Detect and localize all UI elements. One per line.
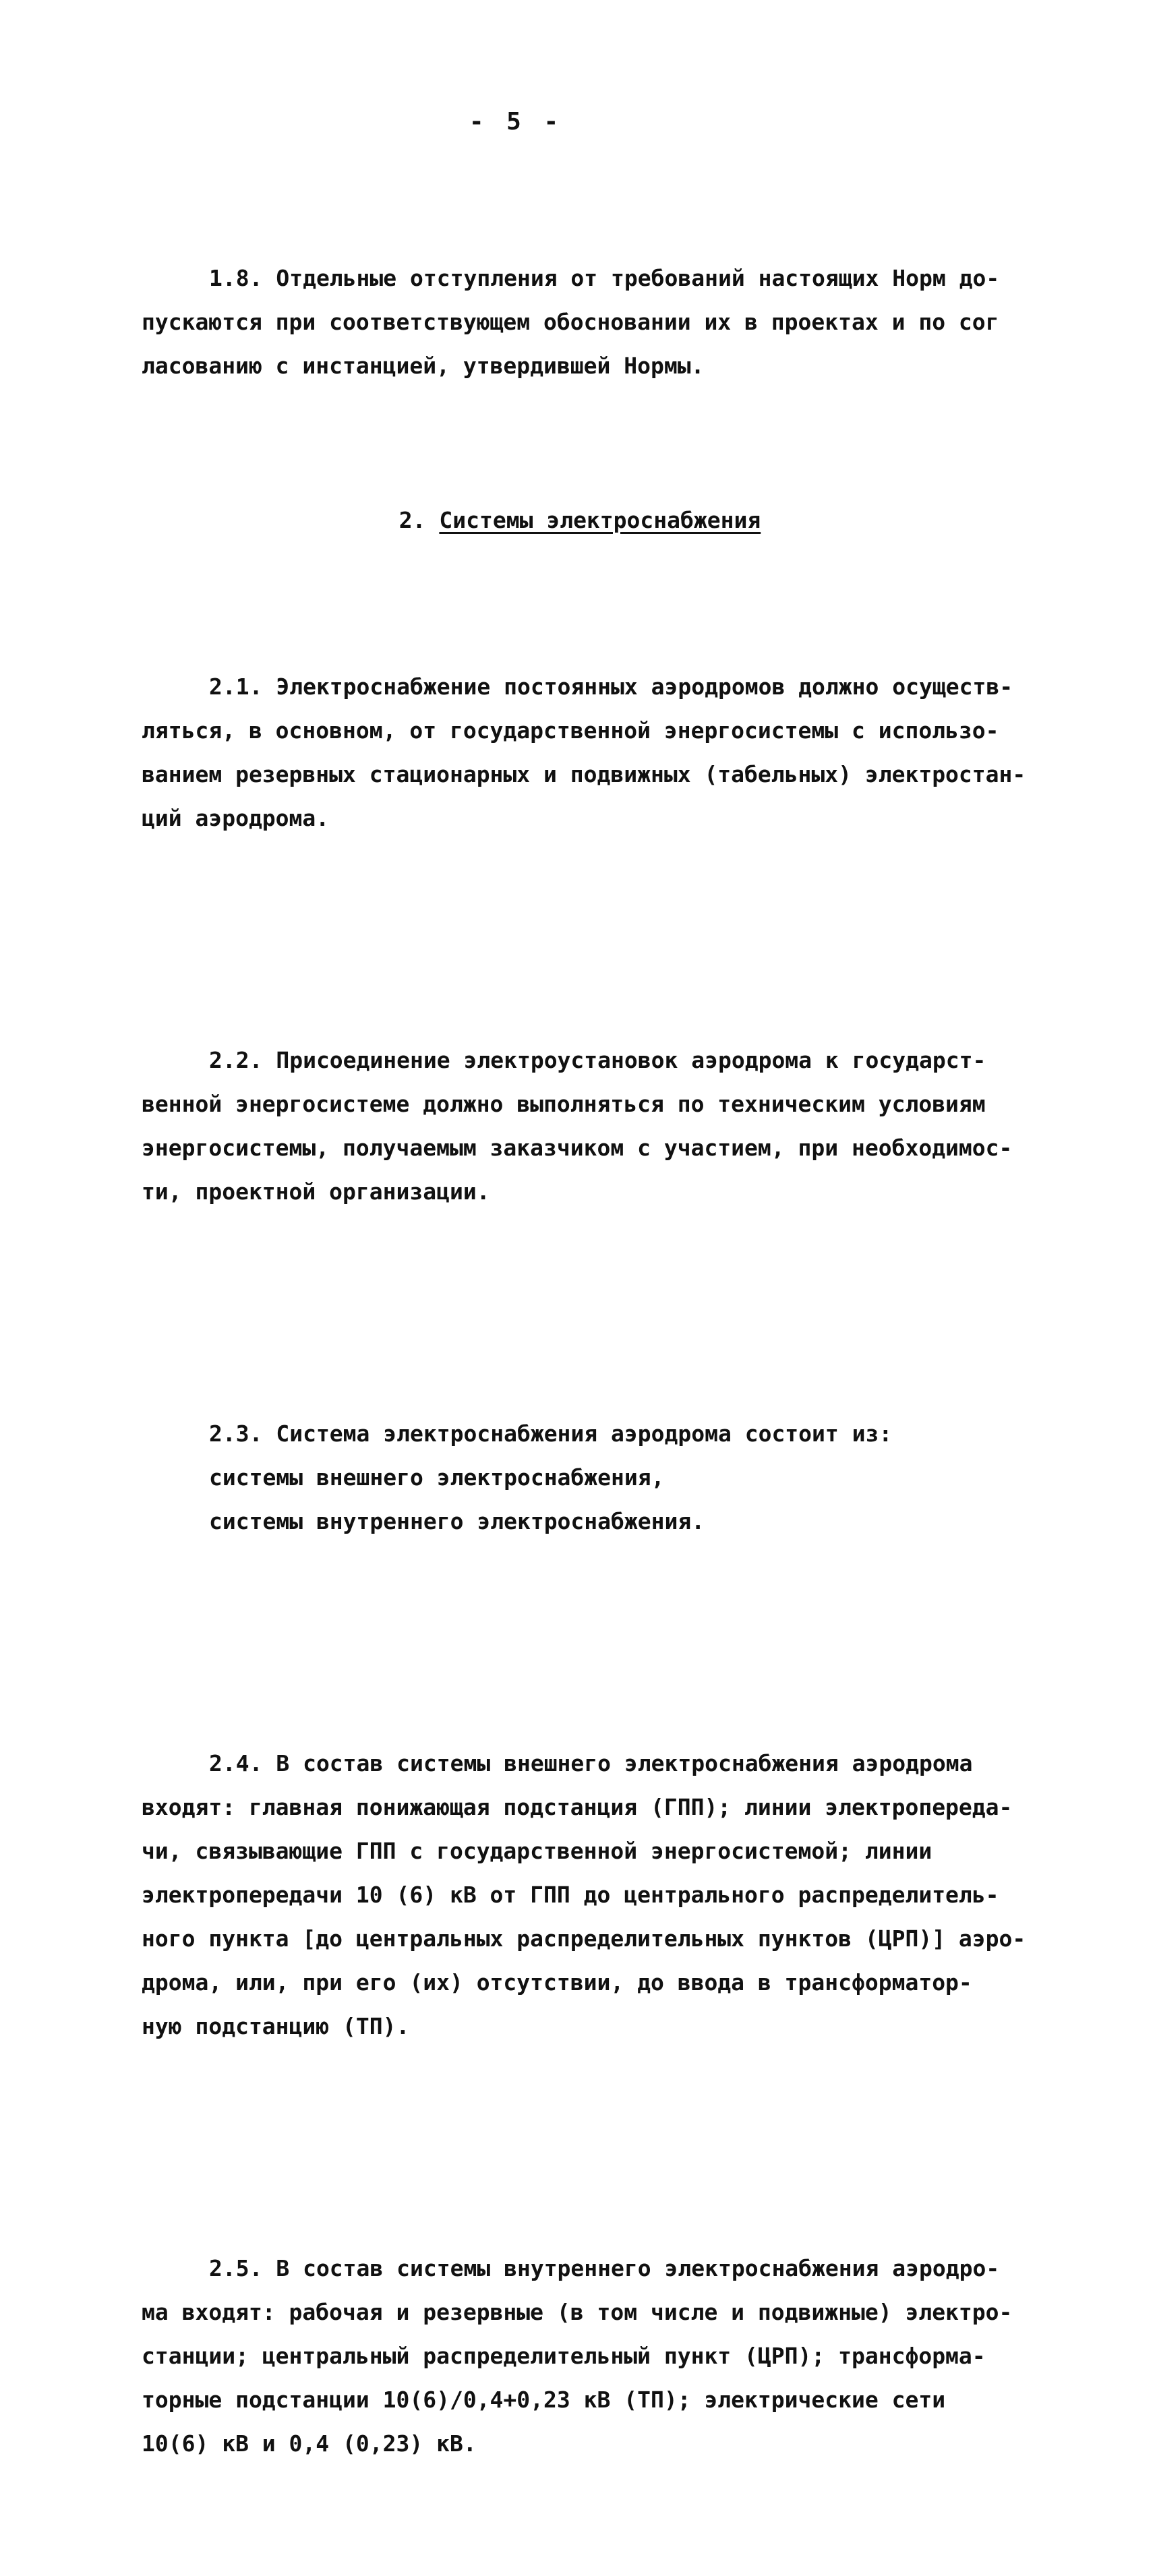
text-line: ляться, в основном, от государственной энергосистемы с использо- bbox=[142, 717, 999, 744]
list-item: системы внутреннего электроснабжения. bbox=[209, 1508, 705, 1534]
text-line: 10(6) кВ и 0,4 (0,23) кВ. bbox=[142, 2430, 477, 2457]
text-line: ций аэродрома. bbox=[142, 805, 330, 831]
page-number: - 5 - bbox=[469, 108, 563, 136]
section-number: 2. bbox=[398, 507, 426, 533]
section-title: Системы электроснабжения bbox=[439, 507, 761, 533]
text-line: чи, связывающие ГПП с государственной энергосистемой; линии bbox=[142, 1838, 932, 1864]
text-line: ного пункта [до центральных распределительных пунктов (ЦРП)] аэро- bbox=[142, 1925, 1026, 1952]
document-body bbox=[142, 169, 1026, 2576]
paragraph-2-1 bbox=[142, 577, 1026, 928]
text-line: торные подстанции 10(6)/0,4+0,23 кВ (ТП); электрические сети bbox=[142, 2387, 946, 2413]
text-line: ма входят: рабочая и резервные (в том числе и подвижные) электро- bbox=[142, 2299, 1013, 2325]
text-line: 2.4. В состав системы внешнего электроснабжения аэродрома bbox=[209, 1750, 973, 1776]
text-line: энергосистемы, получаемым заказчиком с участием, при необходимос- bbox=[142, 1135, 1013, 1161]
paragraph-2-2 bbox=[142, 951, 1018, 1301]
list-item: системы внешнего электроснабжения, bbox=[209, 1464, 665, 1491]
text-line: пускаются при соответствующем обосновании их в проектах и по сог bbox=[142, 309, 999, 335]
section-heading bbox=[142, 498, 1018, 542]
text-line: 2.2. Присоединение электроустановок аэродрома к государст- bbox=[209, 1047, 986, 1073]
paragraph-2-3 bbox=[142, 1324, 1018, 1631]
paragraph-2-5 bbox=[142, 2159, 1018, 2553]
text-line: ную подстанцию (ТП). bbox=[142, 2013, 410, 2039]
text-line: входят: главная понижающая подстанция (ГПП); линии электропереда- bbox=[142, 1794, 1013, 1820]
text-line: 1.8. Отдельные отступления от требований настоящих Норм до- bbox=[209, 265, 1000, 291]
text-line: 2.5. В состав системы внутреннего электроснабжения аэродро- bbox=[209, 2255, 1000, 2281]
text-line: ти, проектной организации. bbox=[142, 1178, 490, 1205]
text-line: венной энергосистеме должно выполняться по техническим условиям bbox=[142, 1091, 986, 1117]
text-line: ванием резервных стационарных и подвижных (табельных) электростан- bbox=[142, 761, 1026, 787]
text-line: станции; центральный распределительный пункт (ЦРП); трансформа- bbox=[142, 2343, 986, 2369]
paragraph-1-8 bbox=[142, 169, 1018, 475]
text-line: электропередачи 10 (6) кВ от ГПП до центрального распределитель- bbox=[142, 1882, 999, 1908]
text-line: 2.3. Система электроснабжения аэродрома состоит из: bbox=[209, 1420, 893, 1447]
text-line: 2.1. Электроснабжение постоянных аэродромов должно осуществ- bbox=[209, 673, 1013, 700]
paragraph-2-4 bbox=[142, 1654, 1026, 2136]
text-line: ласованию с инстанцией, утвердившей Нормы. bbox=[142, 353, 705, 379]
text-line: дрома, или, при его (их) отсутствии, до ввода в трансформатор- bbox=[142, 1969, 972, 1996]
